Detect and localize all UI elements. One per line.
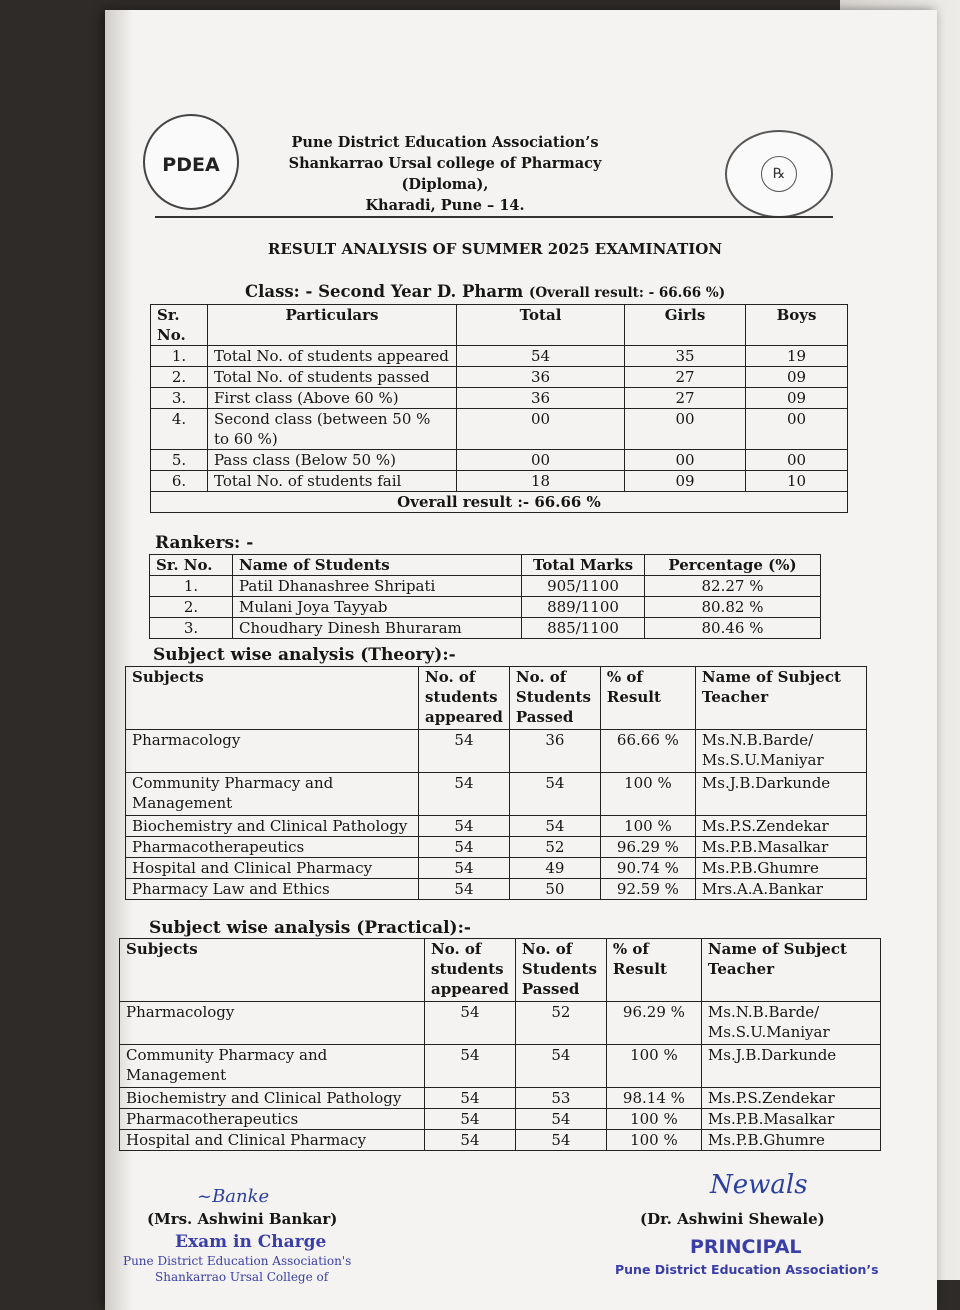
theory-header (126, 667, 867, 730)
table-row (120, 1002, 881, 1045)
table-row (120, 1088, 881, 1109)
passed: 49 (509, 858, 600, 879)
ranker-marks: 889/1100 (522, 597, 645, 618)
rankers-header-sr: Sr. No. (150, 555, 233, 576)
class-line (245, 282, 725, 301)
row-girls: 00 (625, 409, 746, 450)
table-row (151, 450, 848, 471)
result: 92.59 % (600, 879, 695, 900)
left-signatory-name: (Mrs. Ashwini Bankar) (147, 1210, 338, 1228)
table-row (151, 346, 848, 367)
result: 100 % (606, 1130, 701, 1151)
appeared: 54 (425, 1045, 516, 1088)
row-girls: 27 (625, 388, 746, 409)
teacher: Ms.P.B.Ghumre (695, 858, 866, 879)
rankers-header-name: Name of Students (233, 555, 522, 576)
teacher: Ms.J.B.Darkunde (695, 773, 866, 816)
result: 100 % (606, 1045, 701, 1088)
row-girls: 09 (625, 471, 746, 492)
passed: 36 (509, 730, 600, 773)
table-row (120, 1130, 881, 1151)
row-particular: Second class (between 50 % to 60 %) (208, 409, 457, 450)
table-row (150, 618, 821, 639)
teacher: Mrs.A.A.Bankar (695, 879, 866, 900)
subject: Community Pharmacy and Management (126, 773, 419, 816)
header-boys: Boys (746, 305, 848, 346)
teacher: Ms.P.B.Ghumre (701, 1130, 880, 1151)
row-girls: 27 (625, 367, 746, 388)
row-sr: 1. (151, 346, 208, 367)
teacher: Ms.P.B.Masalkar (695, 837, 866, 858)
row-total: 54 (457, 346, 625, 367)
table-row (150, 576, 821, 597)
header-sr-no: Sr. No. (151, 305, 208, 346)
rankers-header (150, 555, 821, 576)
passed: 54 (509, 773, 600, 816)
result: 90.74 % (600, 858, 695, 879)
passed: 53 (515, 1088, 606, 1109)
class-name: Class: - Second Year D. Pharm (245, 282, 524, 301)
ranker-pct: 82.27 % (645, 576, 821, 597)
rankers-table (149, 554, 821, 639)
row-boys: 10 (746, 471, 848, 492)
theory-header-result: % of Result (600, 667, 695, 730)
passed: 54 (515, 1130, 606, 1151)
theory-table (125, 666, 867, 900)
table-row (126, 816, 867, 837)
appeared: 54 (425, 1130, 516, 1151)
result: 96.29 % (600, 837, 695, 858)
overall-result-row (151, 492, 848, 513)
subject: Pharmacotherapeutics (120, 1109, 425, 1130)
table-row (126, 730, 867, 773)
row-total: 18 (457, 471, 625, 492)
subject: Biochemistry and Clinical Pathology (120, 1088, 425, 1109)
ranker-name: Patil Dhanashree Shripati (233, 576, 522, 597)
row-particular: Total No. of students fail (208, 471, 457, 492)
result-table (150, 304, 848, 513)
ranker-sr: 3. (150, 618, 233, 639)
rx-seal-icon: ℞ (761, 156, 797, 192)
row-sr: 5. (151, 450, 208, 471)
subject: Pharmacy Law and Ethics (126, 879, 419, 900)
overall-result: Overall result :- 66.66 % (151, 492, 848, 513)
appeared: 54 (419, 879, 510, 900)
result-table-header (151, 305, 848, 346)
subject: Pharmacology (126, 730, 419, 773)
subject: Hospital and Clinical Pharmacy (126, 858, 419, 879)
pdea-logo (143, 114, 239, 210)
header-particulars: Particulars (208, 305, 457, 346)
table-row (126, 858, 867, 879)
appeared: 54 (419, 837, 510, 858)
row-girls: 35 (625, 346, 746, 367)
teacher: Ms.P.S.Zendekar (701, 1088, 880, 1109)
passed: 52 (515, 1002, 606, 1045)
theory-header-teacher: Name of Subject Teacher (695, 667, 866, 730)
left-stamp-line-2: Shankarrao Ursal College of (155, 1270, 329, 1284)
ranker-marks: 905/1100 (522, 576, 645, 597)
subject: Hospital and Clinical Pharmacy (120, 1130, 425, 1151)
practical-header-result: % of Result (606, 939, 701, 1002)
row-total: 36 (457, 367, 625, 388)
table-row (151, 388, 848, 409)
left-stamp-line-1: Pune District Education Association's (123, 1254, 352, 1268)
subject: Pharmacology (120, 1002, 425, 1045)
rankers-title: Rankers: - (155, 533, 254, 553)
ranker-marks: 885/1100 (522, 618, 645, 639)
appeared: 54 (419, 816, 510, 837)
overall-result-inline: (Overall result: - 66.66 %) (529, 285, 726, 301)
ranker-sr: 1. (150, 576, 233, 597)
teacher: Ms.P.S.Zendekar (695, 816, 866, 837)
appeared: 54 (425, 1088, 516, 1109)
document-title: RESULT ANALYSIS OF SUMMER 2025 EXAMINATION (267, 240, 723, 258)
appeared: 54 (425, 1002, 516, 1045)
row-sr: 6. (151, 471, 208, 492)
row-particular: Total No. of students passed (208, 367, 457, 388)
practical-title: Subject wise analysis (Practical):- (149, 918, 471, 938)
header-girls: Girls (625, 305, 746, 346)
right-signature-scribble: Newals (710, 1170, 808, 1200)
row-total: 36 (457, 388, 625, 409)
row-particular: First class (Above 60 %) (208, 388, 457, 409)
ranker-pct: 80.82 % (645, 597, 821, 618)
practical-table (119, 938, 881, 1151)
table-row (126, 837, 867, 858)
row-sr: 4. (151, 409, 208, 450)
subject: Biochemistry and Clinical Pathology (126, 816, 419, 837)
row-particular: Pass class (Below 50 %) (208, 450, 457, 471)
passed: 50 (509, 879, 600, 900)
right-signatory-role: PRINCIPAL (690, 1236, 802, 1258)
institution-header (255, 132, 635, 216)
practical-header-appeared: No. of students appeared (425, 939, 516, 1002)
passed: 54 (515, 1109, 606, 1130)
theory-header-appeared: No. of students appeared (419, 667, 510, 730)
document-page (105, 10, 937, 1310)
teacher: Ms.N.B.Barde/ Ms.S.U.Maniyar (695, 730, 866, 773)
practical-header (120, 939, 881, 1002)
row-sr: 3. (151, 388, 208, 409)
table-row (151, 409, 848, 450)
right-signatory-name: (Dr. Ashwini Shewale) (640, 1210, 825, 1228)
result: 96.29 % (606, 1002, 701, 1045)
college-seal-logo (725, 130, 833, 218)
result: 66.66 % (600, 730, 695, 773)
table-row (151, 471, 848, 492)
left-signature-scribble: ~Banke (197, 1186, 270, 1207)
subject: Community Pharmacy and Management (120, 1045, 425, 1088)
row-boys: 09 (746, 388, 848, 409)
header-line-3: Kharadi, Pune – 14. (365, 197, 525, 214)
teacher: Ms.P.B.Masalkar (701, 1109, 880, 1130)
row-total: 00 (457, 450, 625, 471)
row-total: 00 (457, 409, 625, 450)
right-stamp-line: Pune District Education Association’s (615, 1262, 879, 1277)
row-girls: 00 (625, 450, 746, 471)
row-boys: 09 (746, 367, 848, 388)
row-particular: Total No. of students appeared (208, 346, 457, 367)
table-row (150, 597, 821, 618)
ranker-name: Mulani Joya Tayyab (233, 597, 522, 618)
table-row (151, 367, 848, 388)
practical-header-subjects: Subjects (120, 939, 425, 1002)
teacher: Ms.N.B.Barde/ Ms.S.U.Maniyar (701, 1002, 880, 1045)
left-signatory-role: Exam in Charge (175, 1232, 327, 1252)
result: 100 % (606, 1109, 701, 1130)
appeared: 54 (419, 730, 510, 773)
rankers-header-marks: Total Marks (522, 555, 645, 576)
teacher: Ms.J.B.Darkunde (701, 1045, 880, 1088)
rankers-header-pct: Percentage (%) (645, 555, 821, 576)
header-line-2: Shankarrao Ursal college of Pharmacy (Diploma), (288, 155, 602, 193)
result: 98.14 % (606, 1088, 701, 1109)
passed: 54 (515, 1045, 606, 1088)
theory-header-passed: No. of Students Passed (509, 667, 600, 730)
appeared: 54 (419, 858, 510, 879)
header-total: Total (457, 305, 625, 346)
row-boys: 00 (746, 450, 848, 471)
table-row (120, 1109, 881, 1130)
pdea-logo-text: PDEA (162, 154, 220, 176)
ranker-pct: 80.46 % (645, 618, 821, 639)
header-line-1: Pune District Education Association’s (291, 134, 599, 151)
theory-title: Subject wise analysis (Theory):- (153, 645, 456, 665)
practical-header-passed: No. of Students Passed (515, 939, 606, 1002)
row-boys: 00 (746, 409, 848, 450)
result: 100 % (600, 773, 695, 816)
table-row (126, 773, 867, 816)
theory-header-subjects: Subjects (126, 667, 419, 730)
table-row (126, 879, 867, 900)
row-boys: 19 (746, 346, 848, 367)
result: 100 % (600, 816, 695, 837)
ranker-sr: 2. (150, 597, 233, 618)
row-sr: 2. (151, 367, 208, 388)
appeared: 54 (419, 773, 510, 816)
appeared: 54 (425, 1109, 516, 1130)
passed: 52 (509, 837, 600, 858)
header-divider (155, 216, 833, 218)
practical-header-teacher: Name of Subject Teacher (701, 939, 880, 1002)
table-row (120, 1045, 881, 1088)
subject: Pharmacotherapeutics (126, 837, 419, 858)
ranker-name: Choudhary Dinesh Bhuraram (233, 618, 522, 639)
passed: 54 (509, 816, 600, 837)
